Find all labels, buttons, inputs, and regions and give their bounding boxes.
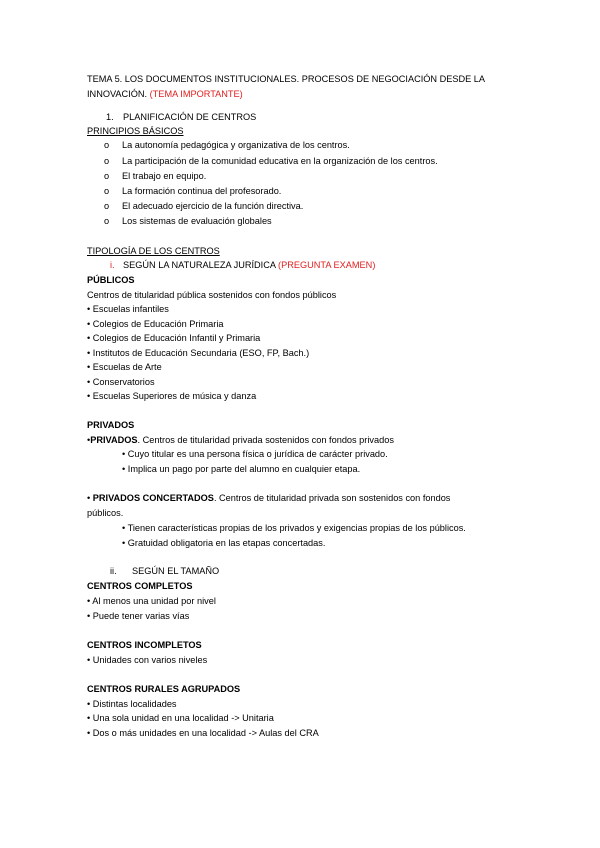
roman-numeral-ii: ii.	[110, 566, 117, 576]
privados-label: PRIVADOS	[90, 435, 138, 445]
concertados-item: • Tienen características propias de los privados y exigencias propias de los públicos.	[122, 523, 466, 533]
concertados-bullet: •	[87, 493, 91, 503]
publicos-item: • Conservatorios	[87, 377, 155, 387]
list-bullet: o	[104, 216, 110, 226]
concertados-line	[87, 492, 450, 504]
completos-item: • Al menos una unidad por nivel	[87, 596, 216, 606]
completos-heading: CENTROS COMPLETOS	[87, 581, 193, 591]
list-bullet: o	[104, 186, 110, 196]
principle-item: Los sistemas de evaluación globales	[122, 216, 272, 226]
tipologia-heading: TIPOLOGÍA DE LOS CENTROS	[87, 246, 220, 256]
principle-item: La formación continua del profesorado.	[122, 186, 282, 196]
concertados-label: PRIVADOS CONCERTADOS	[92, 493, 214, 503]
document-title-line2	[87, 88, 243, 100]
privados-item: • Cuyo titular es una persona física o jurídica de carácter privado.	[122, 449, 388, 459]
rurales-item: • Distintas localidades	[87, 699, 177, 709]
section-heading: PLANIFICACIÓN DE CENTROS	[123, 112, 257, 122]
principle-item: El adecuado ejercicio de la función directiva.	[122, 201, 304, 211]
completos-item: • Puede tener varias vías	[87, 611, 190, 621]
rurales-item: • Dos o más unidades en una localidad -> Aulas del CRA	[87, 728, 319, 738]
publicos-item: • Colegios de Educación Infantil y Primaria	[87, 333, 261, 343]
concertados-item: • Gratuidad obligatoria en las etapas concertadas.	[122, 538, 326, 548]
incompletos-heading: CENTROS INCOMPLETOS	[87, 640, 202, 650]
publicos-heading: PÚBLICOS	[87, 275, 135, 285]
principle-item: El trabajo en equipo.	[122, 171, 207, 181]
list-bullet: o	[104, 171, 110, 181]
document-title-line1: TEMA 5. LOS DOCUMENTOS INSTITUCIONALES. PROCESOS DE NEGOCIACIÓN DESDE LA	[87, 74, 486, 84]
principle-item: La participación de la comunidad educativa en la organización de los centros.	[122, 156, 438, 166]
subsection-naturaleza-label: SEGÚN LA NATURALEZA JURÍDICA	[123, 260, 276, 270]
privados-heading: PRIVADOS	[87, 420, 135, 430]
subsection-tamano: SEGÚN EL TAMAÑO	[132, 566, 220, 576]
rurales-heading: CENTROS RURALES AGRUPADOS	[87, 684, 241, 694]
section-number: 1.	[106, 112, 114, 122]
privados-line	[87, 434, 394, 446]
privados-bullet: •	[87, 435, 91, 445]
concertados-description: . Centros de titularidad privada son sostenidos con fondos	[213, 493, 451, 503]
privados-item: • Implica un pago por parte del alumno en cualquier etapa.	[122, 464, 361, 474]
incompletos-item: • Unidades con varios niveles	[87, 655, 208, 665]
publicos-description: Centros de titularidad pública sostenidos con fondos públicos	[87, 290, 337, 300]
publicos-item: • Escuelas infantiles	[87, 304, 169, 314]
privados-description: . Centros de titularidad privada sostenidos con fondos privados	[137, 435, 394, 445]
publicos-item: • Escuelas Superiores de música y danza	[87, 391, 257, 401]
subsection-naturaleza	[123, 259, 375, 271]
list-bullet: o	[104, 201, 110, 211]
publicos-item: • Colegios de Educación Primaria	[87, 319, 224, 329]
principles-heading: PRINCIPIOS BÁSICOS	[87, 126, 184, 136]
title-line2-text: INNOVACIÓN.	[87, 89, 148, 99]
list-bullet: o	[104, 140, 110, 150]
publicos-item: • Institutos de Educación Secundaria (ESO, FP, Bach.)	[87, 348, 310, 358]
concertados-description-line2: públicos.	[87, 508, 124, 518]
rurales-item: • Una sola unidad en una localidad -> Unitaria	[87, 713, 274, 723]
principle-item: La autonomía pedagógica y organizativa de los centros.	[122, 140, 350, 150]
important-tag: (TEMA IMPORTANTE)	[149, 89, 243, 99]
exam-tag: (PREGUNTA EXAMEN)	[278, 260, 376, 270]
roman-numeral-i: i.	[110, 260, 115, 270]
publicos-item: • Escuelas de Arte	[87, 362, 162, 372]
list-bullet: o	[104, 156, 110, 166]
